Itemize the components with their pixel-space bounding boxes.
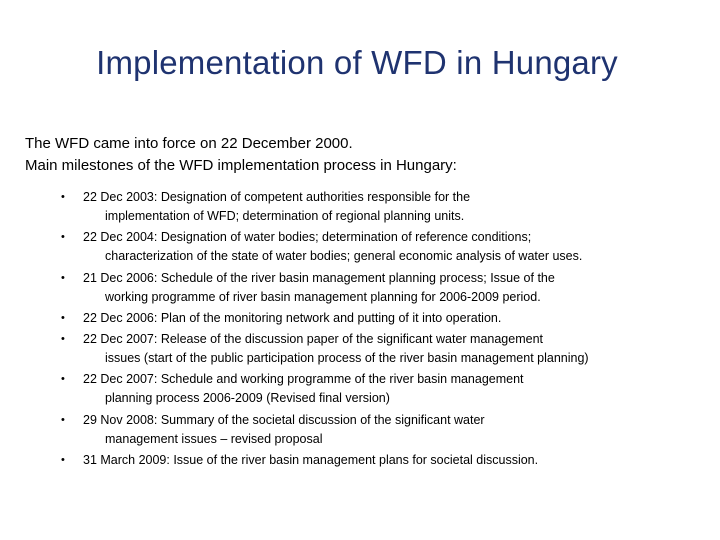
milestone-text: 31 March 2009: Issue of the river basin management plans for societal discussion. (83, 453, 539, 468)
milestone-item-2006-schedule (56, 269, 716, 307)
intro-text (25, 133, 705, 177)
milestone-item-2004 (56, 228, 716, 266)
milestone-text: 22 Dec 2007: Schedule and working programme of the river basin management (83, 372, 524, 387)
milestone-list (56, 188, 716, 472)
milestone-item-2009 (56, 451, 716, 470)
bullet-icon: • (61, 231, 65, 244)
milestone-text-continued: management issues – revised proposal (105, 431, 323, 446)
milestone-text-continued: issues (start of the public participation process of the river basin management planning) (105, 351, 589, 366)
milestone-item-2007-schedule (56, 370, 716, 408)
bullet-icon: • (61, 311, 65, 324)
bullet-icon: • (61, 191, 65, 203)
intro-line-2: Main milestones of the WFD implementation process in Hungary: (25, 157, 457, 174)
bullet-icon: • (61, 333, 65, 346)
milestone-text: 22 Dec 2007: Release of the discussion paper of the significant water management (83, 332, 543, 347)
slide-title: Implementation of WFD in Hungary (96, 44, 618, 81)
bullet-icon: • (61, 373, 65, 386)
milestone-text: 29 Nov 2008: Summary of the societal discussion of the significant water (83, 412, 485, 427)
milestone-text: 22 Dec 2003: Designation of competent authorities responsible for the (83, 190, 471, 204)
milestone-item-2003 (56, 188, 716, 226)
milestone-text-continued: implementation of WFD; determination of regional planning units. (105, 209, 465, 223)
bullet-icon: • (61, 271, 65, 284)
milestone-text-continued: planning process 2006-2009 (Revised final version) (105, 391, 390, 406)
milestone-item-2008 (56, 411, 716, 449)
milestone-text: 22 Dec 2004: Designation of water bodies; determination of reference conditions; (83, 230, 532, 245)
milestone-item-2006-monitoring (56, 309, 716, 328)
intro-line-1: The WFD came into force on 22 December 2000. (25, 135, 353, 152)
milestone-text-continued: characterization of the state of water bodies; general economic analysis of water uses. (105, 249, 583, 264)
bullet-icon: • (61, 454, 65, 467)
bullet-icon: • (61, 413, 65, 426)
milestone-text: 21 Dec 2006: Schedule of the river basin management planning process; Issue of the (83, 270, 555, 285)
milestone-text: 22 Dec 2006: Plan of the monitoring network and putting of it into operation. (83, 310, 502, 325)
milestone-text-continued: working programme of river basin management planning for 2006-2009 period. (105, 289, 541, 304)
milestone-item-2007-discussion (56, 330, 716, 368)
